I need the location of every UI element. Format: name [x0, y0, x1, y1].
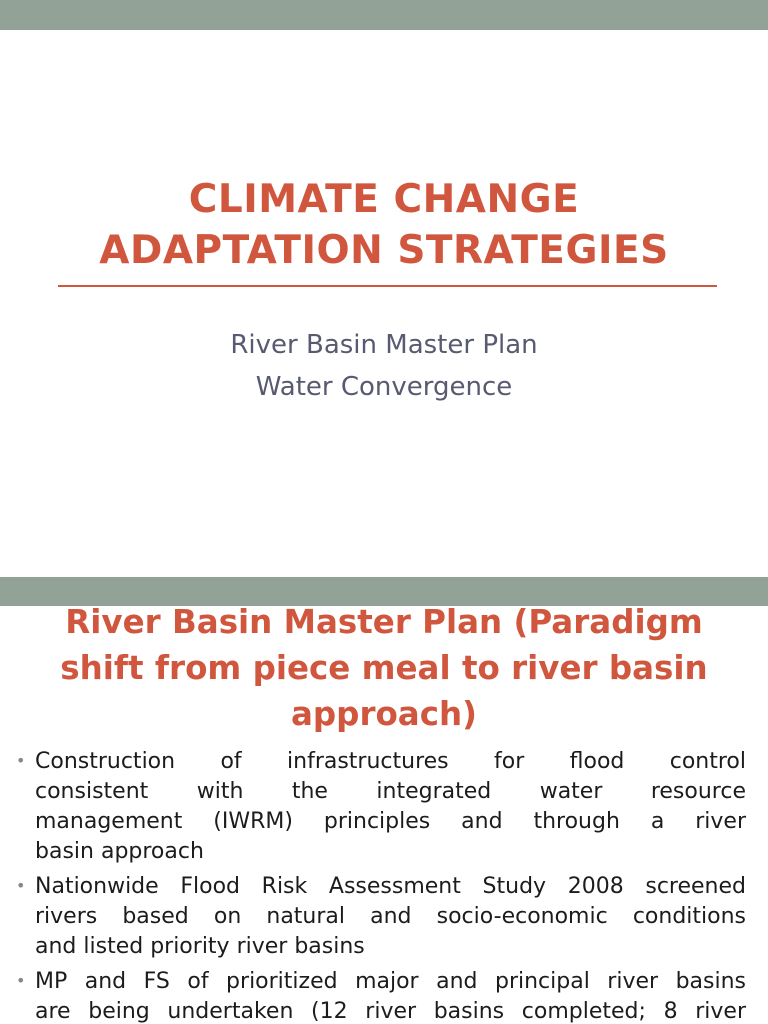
bullet-dot-icon: • — [16, 876, 26, 895]
slide-title — [40, 174, 728, 276]
list-item — [16, 967, 746, 1024]
title-divider — [58, 285, 717, 287]
slide-heading — [10, 599, 758, 737]
list-item — [16, 747, 746, 867]
bullet-line: Nationwide Flood Risk Assessment Study 2008 screened — [35, 874, 746, 899]
bullet-dot-icon: • — [16, 971, 26, 990]
bullet-line: Construction of infrastructures for flood control — [35, 749, 746, 774]
bullet-line: rivers based on natural and socio-economic conditions — [35, 904, 746, 929]
top-accent-bar — [0, 0, 768, 30]
slide-subtitle — [40, 324, 728, 408]
bullet-line: are being undertaken (12 river basins completed; 8 river — [35, 999, 746, 1024]
subtitle-line: River Basin Master Plan — [230, 330, 538, 360]
bullet-dot-icon: • — [16, 751, 26, 770]
slide-title-line: ADAPTATION STRATEGIES — [99, 228, 669, 273]
bullet-list — [16, 747, 746, 1024]
bullet-line: consistent with the integrated water resource — [35, 779, 746, 804]
content-slide — [0, 577, 768, 1024]
subtitle-line: Water Convergence — [255, 372, 513, 402]
bullet-line: basin approach — [35, 839, 204, 864]
slide-title-line: CLIMATE CHANGE — [188, 177, 580, 222]
bullet-line: management (IWRM) principles and through a river — [35, 809, 746, 834]
heading-line: approach) — [290, 695, 477, 733]
bullet-line: MP and FS of prioritized major and principal river basins — [35, 969, 746, 994]
list-item — [16, 872, 746, 962]
heading-line: River Basin Master Plan (Paradigm — [65, 603, 703, 641]
heading-line: shift from piece meal to river basin — [60, 649, 708, 687]
bullet-line: and listed priority river basins — [35, 934, 365, 959]
